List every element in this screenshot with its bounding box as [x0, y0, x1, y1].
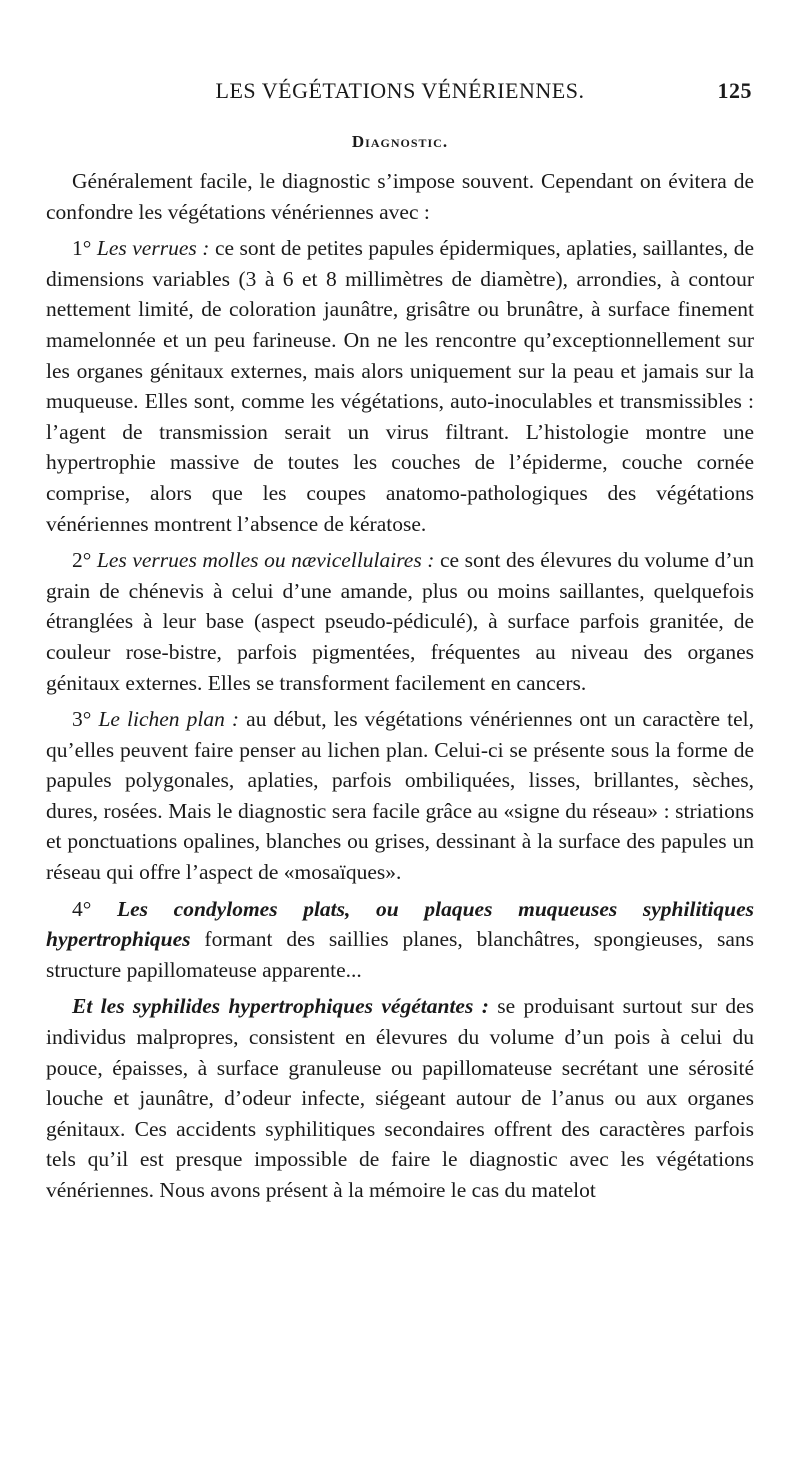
intro-text: Généralement facile, le diagnostic s’impose souvent. Cependant on évitera de confondre les végétations vénériennes avec :	[46, 169, 754, 224]
intro-paragraph	[46, 166, 754, 227]
item-heading: Les verrues molles ou nævicellulaires :	[96, 548, 435, 573]
book-page	[46, 70, 754, 1212]
item-heading: Le lichen plan :	[98, 707, 240, 732]
section-title: Diagnostic.	[351, 132, 449, 151]
item-heading: Les condylomes plats, ou plaques muqueuses syphilitiques hypertrophiques	[46, 896, 754, 952]
item-heading: Et les syphilides hypertrophiques végétantes :	[72, 994, 489, 1019]
page-number: 125	[717, 78, 752, 103]
item-number: 4°	[72, 896, 92, 921]
item-body: formant des saillies planes, blanchâtres, spongieuses, sans structure papillomateuse apparente...	[46, 927, 754, 982]
item-number: 1°	[72, 236, 92, 261]
paragraph-verrues-molles	[46, 545, 754, 698]
running-title: LES VÉGÉTATIONS VÉNÉRIENNES.	[215, 78, 585, 103]
item-number: 3°	[72, 707, 92, 732]
item-body: au début, les végétations vénériennes ont un caractère tel, qu’elles peuvent faire penser au lichen plan. Celui-ci se présente sous la forme de papules polygonales, aplaties, parfois ombiliquées, lisses, brillantes, sèches, dures, rosées. Mais le diagnostic sera facile grâce au «signe du réseau» : striations et ponctuations opalines, blanches ou grises, dessinant à la surface des papules un réseau qui offre l’aspect de «mosaïques».	[46, 707, 755, 885]
paragraph-syphilides	[46, 991, 754, 1205]
item-heading: Les verrues :	[96, 236, 210, 261]
item-body: ce sont de petites papules épidermiques, aplaties, saillantes, de dimensions variables (3 à 6 et 8 millimètres de diamètre), arrondies, à contour nettement limité, de coloration jaunâtre, grisâtre ou brunâtre, à surface finement mamelonnée et un peu farineuse. On ne les rencontre qu’exceptionnellement sur les organes génitaux externes, mais alors uniquement sur la peau et jamais sur la muqueuse. Elles sont, comme les végétations, auto-inoculables et transmissibles : l’agent de transmission serait un virus filtrant. L’histologie montre une hypertrophie massive de toutes les couches de l’épiderme, couche cornée comprise, alors que les coupes anatomo-pathologiques des végétations vénériennes montrent l’absence de kératose.	[46, 236, 754, 536]
paragraph-condylomes	[46, 894, 754, 986]
item-body: se produisant surtout sur des individus malpropres, consistent en élevures du volume d’un pois à celui du pouce, épaisses, à surface granuleuse ou papillomateuse secrétant une sérosité louche et jaunâtre, d’odeur infecte, siégeant autour de l’anus ou aux organes génitaux. Ces accidents syphilitiques secondaires offrent des caractères parfois tels qu’il est presque impossible de faire le diagnostic avec les végétations vénériennes. Nous avons présent à la mémoire le cas du matelot	[46, 994, 754, 1202]
paragraph-verrues	[46, 233, 754, 539]
running-header	[46, 70, 754, 110]
paragraph-lichen-plan	[46, 704, 754, 888]
item-number: 2°	[72, 548, 92, 573]
item-body: ce sont des élevures du volume d’un grain de chénevis à celui d’une amande, plus ou moins saillantes, quelquefois étranglées à leur base (aspect pseudo-pédiculé), à surface parfois granitée, de couleur rose-bistre, parfois pigmentées, fréquentes au niveau des organes génitaux externes. Elles se transforment facilement en cancers.	[46, 548, 754, 695]
